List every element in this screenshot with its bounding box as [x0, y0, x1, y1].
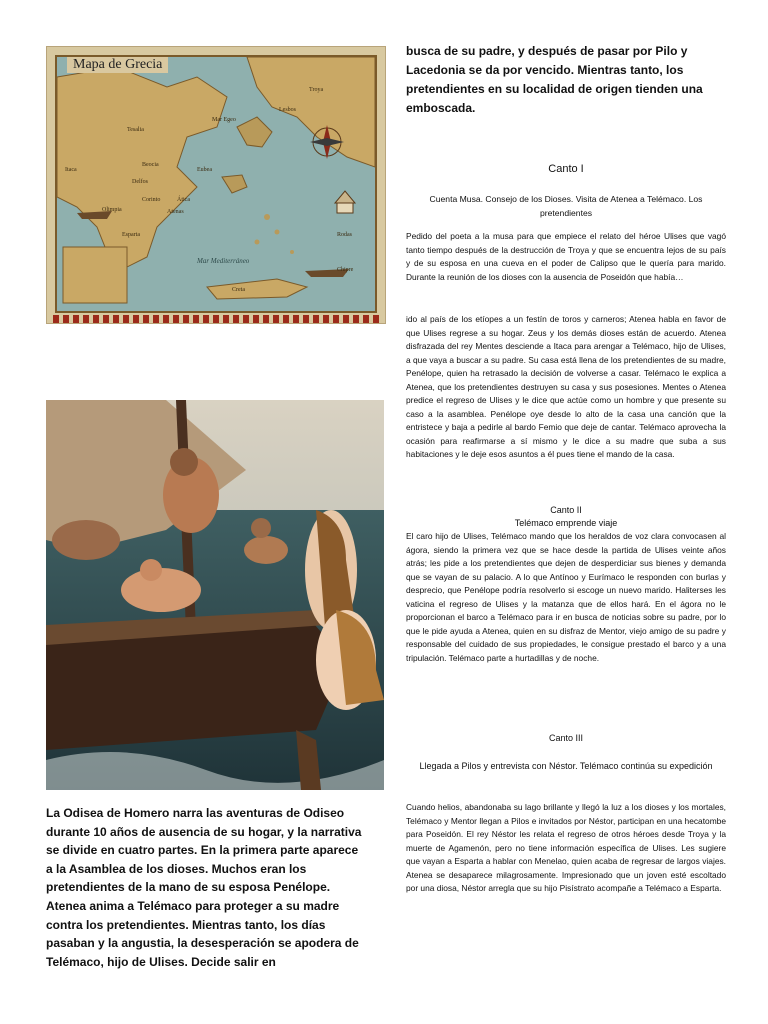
- map-label: Eubea: [197, 167, 212, 173]
- map-frame: [55, 55, 377, 313]
- map-label: Tesalia: [127, 127, 144, 133]
- map-label: Olimpia: [102, 207, 122, 213]
- map-label: Creta: [232, 287, 245, 293]
- canto-1-heading: Canto I: [548, 163, 584, 175]
- canto-1-subtitle: Cuenta Musa. Consejo de los Dioses. Visita de Atenea a Telémaco. Los pretendientes: [429, 194, 703, 218]
- odyssey-intro-paragraph: La Odisea de Homero narra las aventuras de Odiseo durante 10 años de ausencia de su hogar, y la narrativa se divide en cuatro partes. En la primera parte aparece a la Asamblea de los dioses. Muchos eran los pretendientes de la mano de su esposa Penélope. Atenea anima a Telémaco para proteger a su madre contra los pretendientes. Mientras tanto, los días pasaban y la angustia, la desesperación se apodera de Telémaco, hijo de Ulises. Decide salir en: [46, 806, 362, 969]
- map-label: Mar Egeo: [212, 117, 236, 123]
- map-title: Mapa de Grecia: [67, 57, 168, 73]
- map-landmass: [57, 57, 375, 311]
- map-label: Atenas: [167, 209, 184, 215]
- map-label: Lesbos: [279, 107, 296, 113]
- canto-2-subtitle: Telémaco emprende viaje: [514, 518, 618, 528]
- map-label: Ática: [177, 197, 190, 203]
- map-sea-label: Mar Mediterráneo: [197, 257, 250, 265]
- map-of-greece-image: [46, 46, 386, 324]
- map-label: Corinto: [142, 197, 161, 203]
- canto-2-heading-block: [406, 504, 726, 530]
- map-label: Chipre: [337, 267, 354, 273]
- canto-1-paragraph-1: Pedido del poeta a la musa para que empiece el relato del héroe Ulises que vagó tanto tiempo después de la destrucción de Troya y que se encuentra lejos de su país y de su esposa en una cueva en el poder de Calipso que le quería para marido. Durante la reunión de los dioses con la ausencia de Poseidón que había…: [406, 231, 726, 282]
- canto-1-paragraph-2: ido al país de los etíopes a un festín de toros y carneros; Atenea habla en favor de que Ulises regrese a su hogar. Zeus y los demás dioses están de acuerdo. Atenea disfrazada del rey Mentes desciende a Itaca para arengar a Telémaco, hijo de Ulises, a que vaya a buscar a su padre. Su casa está llena de los pretendientes de su madre, Penélope, quien ha retrasado la decisión de volverse a casar. Telémaco le explica a Atenea, que los pretendientes destruyen su casa y sus posesiones. Mentes o Atenea predice el regreso de Ulises y le dice que actúe como un hombre y que presente su caso a la asamblea. Penélope oye desde lo alto de la casa una canción que la entristece y baja a pedirle al bardo Femio que deje de cantar. Telémaco aprovecha la ocasión para reafirmarse a sí mismo y le dice a su madre que suba a sus habitaciones y le deje esos asuntos a él pues tiene el mando de la casa.: [406, 314, 726, 459]
- canto-2-paragraph: El caro hijo de Ulises, Telémaco mando que los heraldos de voz clara convocasen al ágora, siendo la primera vez que se hace desde la partida de Ulises veinte años atrás; les pide a los pretendientes que dejen de desperdiciar sus bienes y demanda que se vayan de su palacio. A lo que Antínoo y Eurímaco le responden con burlas y desprecio, que Penélope podría resolverlo si escoge un nuevo marido. Haliterses les vaticina el regreso de Ulises y la matanza que de ellos hará. En el ágora no le proporcionan el barco a Telémaco para ir en busca de noticias sobre su padre, por lo que le pide ayuda a Atenea, quien en su disfraz de Mentor, viejo amigo de su padre y responsable del cuidado de sus propiedades, le consigue prestado el barco y a una tripulación. Telémaco parte a hurtadillas y de noche.: [406, 531, 726, 663]
- map-label: Esparta: [122, 232, 140, 238]
- map-label: Delfos: [132, 179, 148, 185]
- ulysses-sirens-painting: [46, 400, 384, 790]
- map-label: Beocia: [142, 162, 159, 168]
- canto-2-heading: Canto II: [550, 505, 582, 515]
- map-label: Troya: [309, 87, 324, 93]
- map-label: Rodas: [337, 232, 352, 238]
- canto-3-subtitle: Llegada a Pilos y entrevista con Néstor. Telémaco continúa su expedición: [419, 761, 713, 771]
- painting-illustration: [46, 400, 384, 790]
- map-decorative-border: [53, 315, 379, 323]
- intro-text-continued: busca de su padre, y después de pasar por Pilo y Lacedonia se da por vencido. Mientras tanto, los pretendientes en su localidad de origen tienden una emboscada.: [406, 44, 703, 115]
- canto-3-heading: Canto III: [548, 733, 584, 743]
- canto-3-paragraph: Cuando helios, abandonaba su lago brillante y llegó la luz a los dioses y los mortales, Telémaco y Mentor llegan a Pilos e invitados por Néstor, participan en una hecatombe para Poseidón. El rey Néstor les relata el regreso de otros héroes desde Troya y la muerte de Agamenón, pero no tiene información específica de Ulises. Les sugiere que vayan a Esparta a hablar con Menelao, quien acaba de regresar de largos viajes. Atenea se desaparece milagrosamente. Impresionado que un joven esté escoltado por una diosa, Néstor arregla que su hijo Pisístrato acompañe a Telémaco a Esparta.: [406, 802, 726, 893]
- map-label: Itaca: [65, 167, 77, 173]
